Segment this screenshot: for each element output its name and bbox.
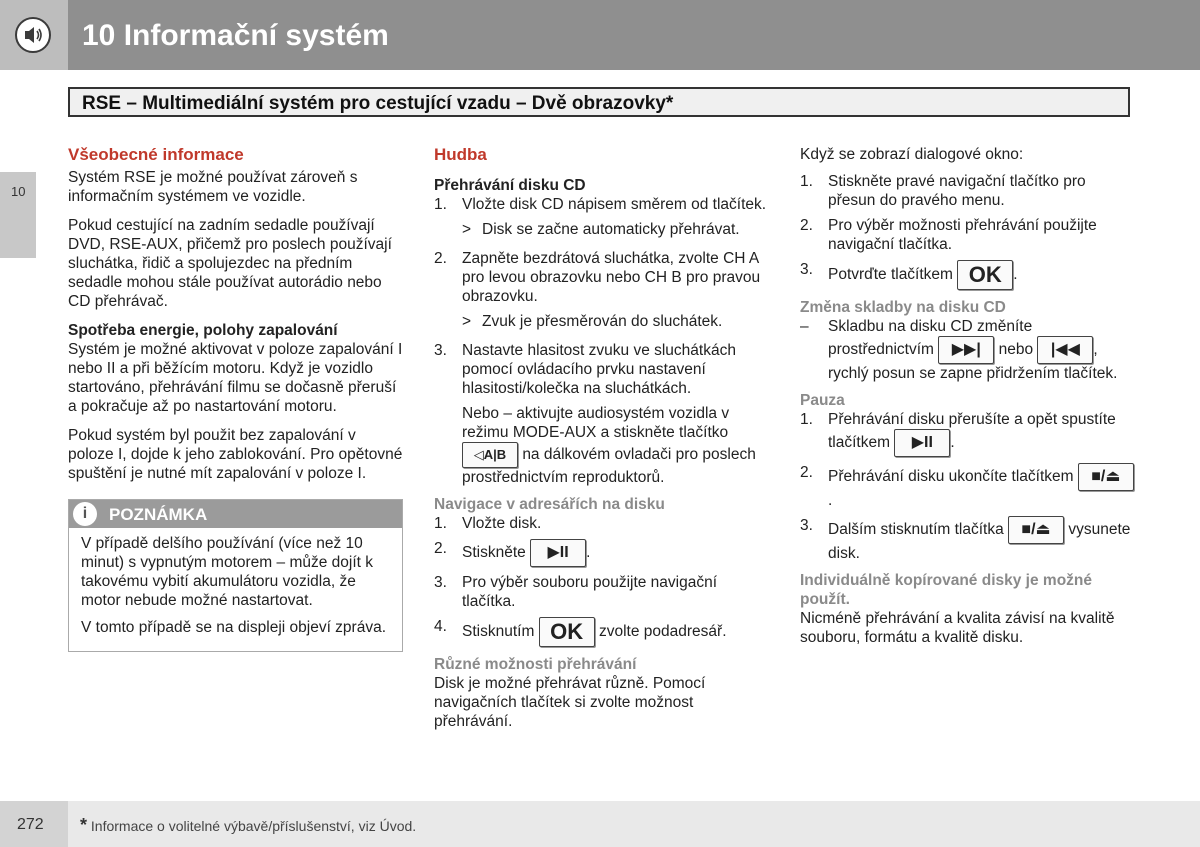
list-number: 2. [434,540,447,557]
chapter-title: 10 Informační systém [82,19,389,52]
list-number: 3. [434,574,447,591]
heading-play-cd: Přehrávání disku CD [434,177,586,194]
previous-track-key-icon: |◀◀ [1037,336,1093,364]
list-text [828,516,1135,563]
list-text [462,617,769,647]
list-text: Zapněte bezdrátová sluchátka, zvolte CH A pro levou obrazovku nebo CH B pro pravou obrazovku. [462,250,761,305]
play-pause-key-icon: ▶II [530,539,586,567]
play-cd-steps [434,195,769,487]
list-item [800,463,1135,510]
header-icon-box [0,0,68,70]
d3-text: Potvrďte tlačítkem [828,266,953,284]
list-number: 4. [434,618,447,635]
footer-note [80,816,416,836]
stop-eject-key-icon: ■/⏏ [1078,463,1134,491]
note-box [68,499,403,652]
step3-extra-text-2: na dálkovém ovladači pro poslech prostřednictvím reproduktorů. [462,446,756,486]
step3-extra [462,404,769,487]
pause-steps [800,410,1135,563]
list-number: 3. [800,261,813,278]
heading-copied-discs: Individuálně kopírované disky je možné použít. [800,572,1092,608]
list-text [828,317,1135,383]
ok-key-icon: OK [957,260,1013,290]
nav4-text: Stisknutím [462,623,535,641]
list-item [434,573,769,611]
p1-text: Přehrávání disku přerušíte a opět spustíte tlačítkem [828,411,1116,452]
note-title: POZNÁMKA [109,505,208,524]
result-marker: > [462,313,472,330]
change-text-3: , rychlý posun se zapne přidržením tlačítek. [828,341,1118,382]
list-text: Vložte disk CD nápisem směrem od tlačítek. [462,196,767,213]
list-number: 1. [800,173,813,190]
list-item [434,341,769,398]
heading-navigation: Navigace v adresářích na disku [434,496,665,513]
note-paragraph: V případě delšího používání (více než 10 minut) s vypnutým motorem – může dojít k takovému vybití akumulátoru vozidla, že motor nebude možné nastartovat. [81,535,374,609]
list-text: Přehrávání disku přerušíte a opět spustíte tlačítkem ▶II . [828,410,1135,457]
dialog-intro: Když se zobrazí dialogové okno: [800,146,1024,163]
paragraph: Disk je možné přehrávat různě. Pomocí navigačních tlačítek si zvolte možnost přehrávání. [434,675,706,730]
dialog-steps [800,172,1135,290]
note-body [69,528,402,651]
result-text: Zvuk je přesměrován do sluchátek. [482,313,723,330]
navigation-steps [434,514,769,647]
heading-power: Spotřeba energie, polohy zapalování [68,322,338,339]
next-track-key-icon: ▶▶| [938,336,994,364]
side-chapter-tab [0,172,36,258]
list-item [800,516,1135,563]
section-title: RSE – Multimediální systém pro cestující vzadu – Dvě obrazovky* [82,93,674,114]
list-item [434,617,769,647]
list-number: 2. [434,250,447,267]
stop-eject-key-icon: ■/⏏ [1008,516,1064,544]
column-right [800,145,1135,657]
list-item [434,195,769,214]
heading-pause: Pauza [800,392,845,409]
footnote-star: * [80,815,88,835]
list-text: Stiskněte ▶II . [462,539,769,567]
list-item [434,249,769,306]
list-number: 1. [800,411,813,428]
list-number: 2. [800,464,813,481]
result-line [462,220,769,239]
list-number: 3. [800,517,813,534]
ok-key-icon: OK [539,617,595,647]
paragraph: Pokud cestující na zadním sedadle používají DVD, RSE-AUX, přičemž pro poslech používají sluchátka, řidič a spolujezdec na předním sedadle mohou stále používat autorádio nebo CD přehrávač. [68,217,392,310]
change-text-2: nebo [998,341,1034,359]
note-paragraph: V tomto případě se na displeji objeví zpráva. [81,619,387,636]
list-number: 1. [434,515,447,532]
list-item [434,539,769,567]
page-number: 272 [17,816,44,833]
list-number: 3. [434,342,447,359]
section-title-bar [68,87,1130,117]
p3-text: Dalším stisknutím tlačítka [828,521,1004,539]
list-item [800,317,1135,383]
list-item [800,410,1135,457]
result-text: Disk se začne automaticky přehrávat. [482,221,740,238]
speaker-icon [15,17,51,53]
list-text: Potvrďte tlačítkem OK . [828,260,1135,290]
list-text: Nastavte hlasitost zvuku ve sluchátkách pomocí ovládacího prvku nastavení hlasitosti/kolečka na sluchátkách. [462,342,736,397]
heading-options: Různé možnosti přehrávání [434,656,637,673]
nav4-text-2: zvolte podadresář. [598,623,727,641]
list-number: 1. [434,196,447,213]
list-text: Vložte disk. [462,515,542,532]
heading-change-track: Změna skladby na disku CD [800,299,1006,316]
p2-text: Přehrávání disku ukončíte tlačítkem [828,468,1074,486]
list-text: Pro výběr možnosti přehrávání použijte navigační tlačítka. [828,217,1097,253]
list-item [800,172,1135,210]
list-text: Stiskněte pravé navigační tlačítko pro přesun do pravého menu. [828,173,1086,209]
note-header [69,500,402,528]
list-dash: – [800,318,809,335]
audio-ab-key-icon: ◁A|B [462,442,518,468]
paragraph: Nicméně přehrávání a kvalita závisí na kvalitě souboru, formátu a kvalitě disku. [800,610,1115,646]
nav2-text: Stiskněte [462,544,526,562]
paragraph: Systém RSE je možné používat zároveň s informačním systémem ve vozidle. [68,169,358,205]
result-line [462,312,769,331]
result-marker: > [462,221,472,238]
p3-text-2: vysunete disk. [828,521,1131,562]
paragraph: Pokud systém byl použit bez zapalování v poloze I, dojde k jeho zablokování. Pro opětovné spuštění je nutné mít zapalování v poloze I. [68,427,403,482]
column-middle [434,145,769,741]
footnote-text: Informace o volitelné výbavě/příslušenství, viz Úvod. [90,818,417,834]
column-left [68,145,403,652]
list-item [800,260,1135,290]
list-item [434,514,769,533]
list-number: 2. [800,217,813,234]
step3-extra-text: Nebo – aktivujte audiosystém vozidla v režimu MODE-AUX a stiskněte tlačítko [462,405,730,441]
change-text: Skladbu na disku CD změníte prostřednictvím [828,318,1033,359]
list-text: Pro výběr souboru použijte navigační tlačítka. [462,574,718,610]
play-pause-key-icon: ▶II [894,429,950,457]
info-icon: i [73,502,97,526]
page-number-box [0,801,68,847]
list-item [800,216,1135,254]
side-chapter-number: 10 [11,184,26,199]
list-text: Přehrávání disku ukončíte tlačítkem ■/⏏. [828,463,1135,510]
paragraph: Systém je možné aktivovat v poloze zapalování I nebo II a při běžícím motoru. Když je vozidlo startováno, přehrávání filmu se dočasně přeruší a pokračuje až po nastartování motoru. [68,341,403,415]
heading-music: Hudba [434,145,487,164]
heading-general: Všeobecné informace [68,145,244,164]
